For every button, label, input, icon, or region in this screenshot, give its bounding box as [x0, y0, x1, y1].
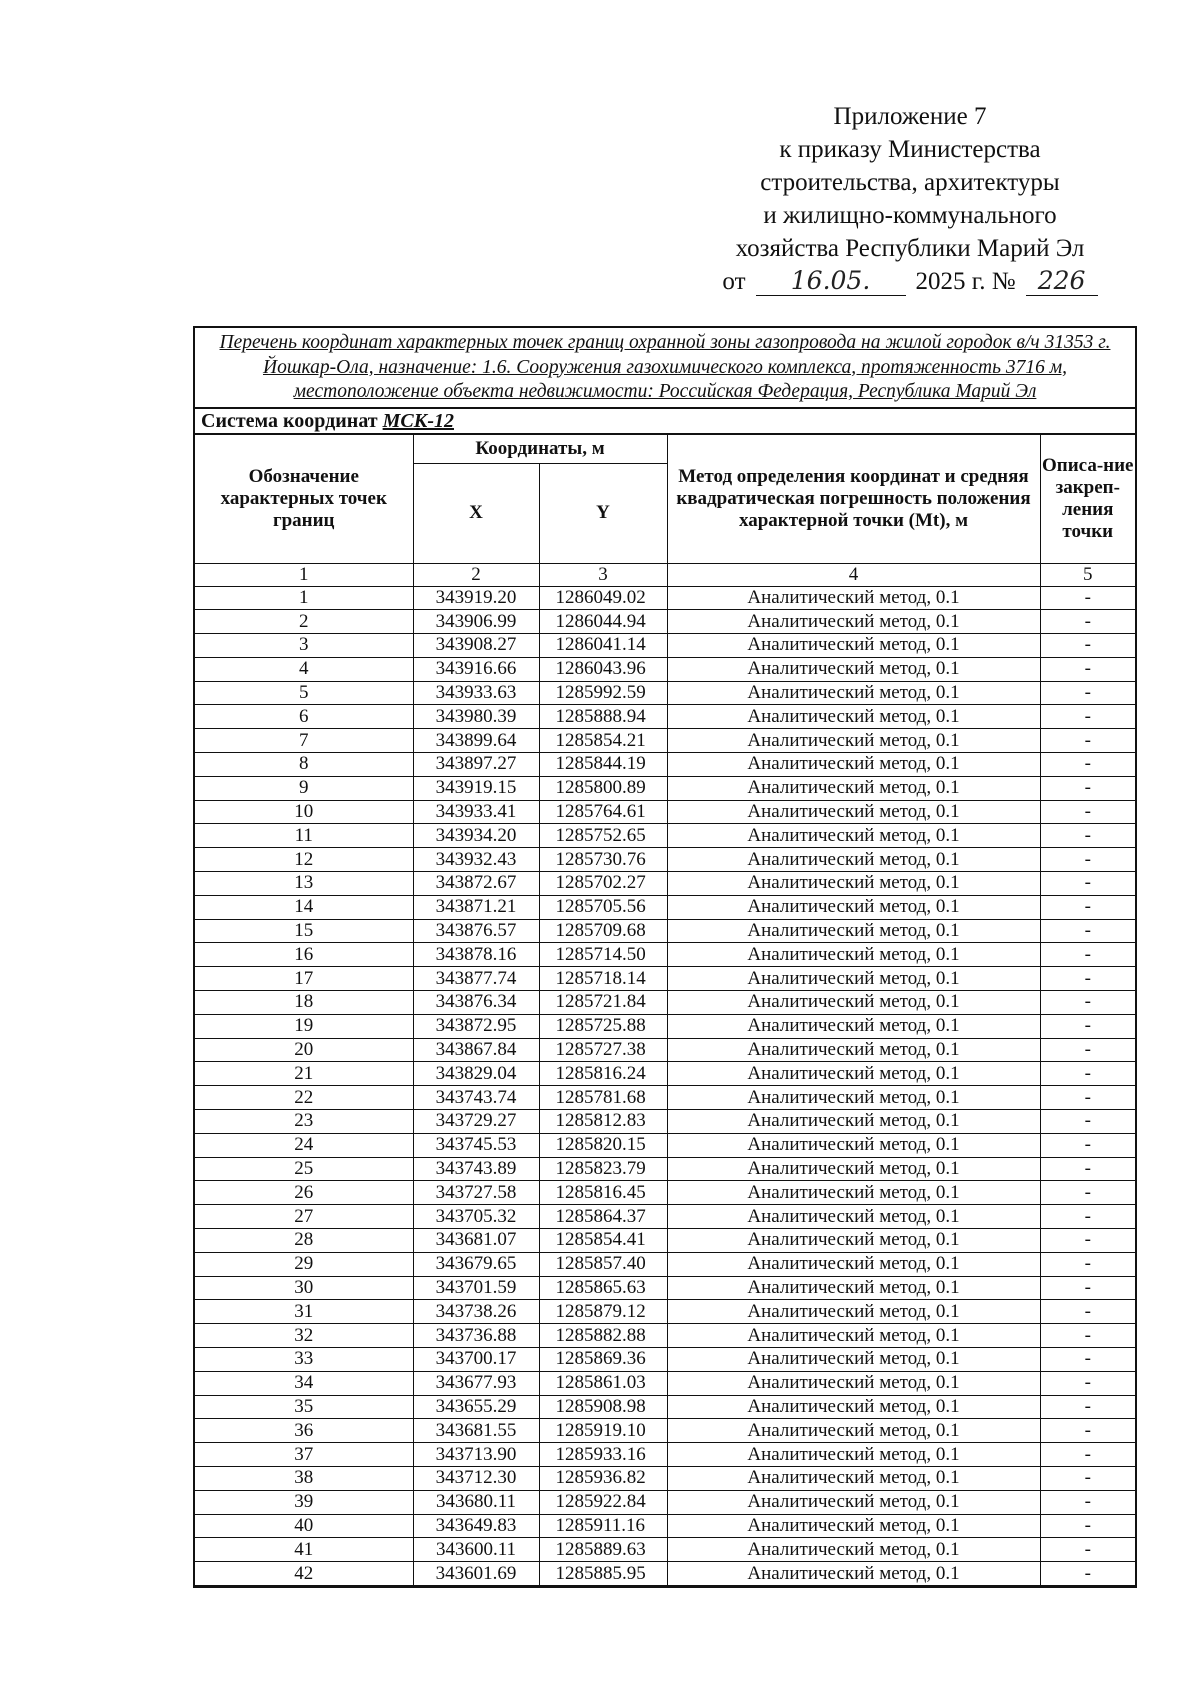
col-y-header: Y — [539, 463, 667, 563]
cell-fixation: - — [1040, 1181, 1135, 1205]
cell-point-number: 2 — [195, 610, 413, 634]
coordinates-table — [195, 435, 1135, 1586]
cell-y: 1285844.19 — [539, 753, 667, 777]
cell-point-number: 26 — [195, 1181, 413, 1205]
table-row — [195, 1538, 1135, 1562]
cell-method: Аналитический метод, 0.1 — [667, 967, 1040, 991]
cell-point-number: 24 — [195, 1133, 413, 1157]
cell-x: 343916.66 — [413, 657, 539, 681]
col-desc-header: Описа-ние закреп-ления точки — [1040, 435, 1135, 564]
table-row — [195, 1395, 1135, 1419]
cell-y: 1285908.98 — [539, 1395, 667, 1419]
table-row — [195, 634, 1135, 658]
table-row — [195, 776, 1135, 800]
cell-point-number: 7 — [195, 729, 413, 753]
table-row — [195, 1276, 1135, 1300]
table-row — [195, 705, 1135, 729]
cell-method: Аналитический метод, 0.1 — [667, 1419, 1040, 1443]
cell-method: Аналитический метод, 0.1 — [667, 1014, 1040, 1038]
cell-fixation: - — [1040, 586, 1135, 610]
cell-y: 1285752.65 — [539, 824, 667, 848]
column-number: 4 — [667, 563, 1040, 586]
cell-method: Аналитический метод, 0.1 — [667, 776, 1040, 800]
cell-fixation: - — [1040, 1229, 1135, 1253]
cell-fixation: - — [1040, 1252, 1135, 1276]
cell-x: 343867.84 — [413, 1038, 539, 1062]
cell-fixation: - — [1040, 1443, 1135, 1467]
cell-method: Аналитический метод, 0.1 — [667, 1205, 1040, 1229]
cell-method: Аналитический метод, 0.1 — [667, 586, 1040, 610]
coordinate-system-line — [195, 409, 1135, 435]
cell-method: Аналитический метод, 0.1 — [667, 1038, 1040, 1062]
table-row — [195, 657, 1135, 681]
cell-x: 343829.04 — [413, 1062, 539, 1086]
cell-method: Аналитический метод, 0.1 — [667, 729, 1040, 753]
cell-method: Аналитический метод, 0.1 — [667, 1276, 1040, 1300]
cell-point-number: 42 — [195, 1562, 413, 1586]
cell-point-number: 5 — [195, 681, 413, 705]
table-row — [195, 848, 1135, 872]
cell-point-number: 27 — [195, 1205, 413, 1229]
cell-y: 1286044.94 — [539, 610, 667, 634]
table-row — [195, 1133, 1135, 1157]
table-row — [195, 1514, 1135, 1538]
table-row — [195, 1205, 1135, 1229]
cell-point-number: 16 — [195, 943, 413, 967]
cell-method: Аналитический метод, 0.1 — [667, 1395, 1040, 1419]
cell-fixation: - — [1040, 705, 1135, 729]
cell-x: 343899.64 — [413, 729, 539, 753]
coordinate-system-value: МСК-12 — [382, 409, 454, 432]
cell-x: 343679.65 — [413, 1252, 539, 1276]
table-row — [195, 610, 1135, 634]
cell-x: 343681.07 — [413, 1229, 539, 1253]
cell-x: 343701.59 — [413, 1276, 539, 1300]
cell-fixation: - — [1040, 729, 1135, 753]
table-row — [195, 1062, 1135, 1086]
cell-fixation: - — [1040, 967, 1135, 991]
cell-x: 343600.11 — [413, 1538, 539, 1562]
cell-point-number: 8 — [195, 753, 413, 777]
table-row — [195, 872, 1135, 896]
cell-point-number: 18 — [195, 991, 413, 1015]
cell-point-number: 25 — [195, 1157, 413, 1181]
table-row — [195, 729, 1135, 753]
cell-y: 1285919.10 — [539, 1419, 667, 1443]
cell-point-number: 13 — [195, 872, 413, 896]
column-number: 5 — [1040, 563, 1135, 586]
cell-point-number: 14 — [195, 895, 413, 919]
cell-y: 1285865.63 — [539, 1276, 667, 1300]
cell-x: 343713.90 — [413, 1443, 539, 1467]
cell-fixation: - — [1040, 1324, 1135, 1348]
cell-fixation: - — [1040, 1300, 1135, 1324]
cell-point-number: 21 — [195, 1062, 413, 1086]
cell-method: Аналитический метод, 0.1 — [667, 943, 1040, 967]
cell-method: Аналитический метод, 0.1 — [667, 800, 1040, 824]
table-row — [195, 1490, 1135, 1514]
cell-method: Аналитический метод, 0.1 — [667, 1466, 1040, 1490]
cell-y: 1285816.45 — [539, 1181, 667, 1205]
cell-x: 343933.41 — [413, 800, 539, 824]
cell-fixation: - — [1040, 1062, 1135, 1086]
cell-point-number: 30 — [195, 1276, 413, 1300]
cell-fixation: - — [1040, 753, 1135, 777]
cell-point-number: 1 — [195, 586, 413, 610]
cell-fixation: - — [1040, 824, 1135, 848]
cell-point-number: 38 — [195, 1466, 413, 1490]
cell-method: Аналитический метод, 0.1 — [667, 1086, 1040, 1110]
cell-y: 1285730.76 — [539, 848, 667, 872]
col-x-header: X — [413, 463, 539, 563]
column-number-row — [195, 563, 1135, 586]
appendix-line: к приказу Министерства — [779, 136, 1041, 163]
cell-fixation: - — [1040, 1562, 1135, 1586]
cell-point-number: 19 — [195, 1014, 413, 1038]
cell-fixation: - — [1040, 895, 1135, 919]
cell-y: 1285864.37 — [539, 1205, 667, 1229]
table-row — [195, 1252, 1135, 1276]
table-row — [195, 1419, 1135, 1443]
cell-y: 1286049.02 — [539, 586, 667, 610]
cell-point-number: 28 — [195, 1229, 413, 1253]
cell-method: Аналитический метод, 0.1 — [667, 1490, 1040, 1514]
cell-method: Аналитический метод, 0.1 — [667, 1133, 1040, 1157]
table-row — [195, 943, 1135, 967]
cell-point-number: 36 — [195, 1419, 413, 1443]
cell-fixation: - — [1040, 1395, 1135, 1419]
cell-x: 343700.17 — [413, 1348, 539, 1372]
cell-x: 343729.27 — [413, 1110, 539, 1134]
cell-y: 1285702.27 — [539, 872, 667, 896]
cell-y: 1285816.24 — [539, 1062, 667, 1086]
table-row — [195, 681, 1135, 705]
order-number-handwritten: 226 — [1026, 267, 1098, 296]
cell-y: 1285854.21 — [539, 729, 667, 753]
table-row — [195, 895, 1135, 919]
table-row — [195, 1014, 1135, 1038]
cell-fixation: - — [1040, 1514, 1135, 1538]
cell-point-number: 29 — [195, 1252, 413, 1276]
cell-method: Аналитический метод, 0.1 — [667, 634, 1040, 658]
appendix-line: и жилищно-коммунального — [763, 202, 1057, 229]
cell-fixation: - — [1040, 943, 1135, 967]
table-row — [195, 1038, 1135, 1062]
cell-point-number: 4 — [195, 657, 413, 681]
table-row — [195, 800, 1135, 824]
cell-point-number: 9 — [195, 776, 413, 800]
table-row — [195, 1110, 1135, 1134]
column-number: 2 — [413, 563, 539, 586]
cell-fixation: - — [1040, 1157, 1135, 1181]
cell-point-number: 17 — [195, 967, 413, 991]
cell-point-number: 39 — [195, 1490, 413, 1514]
cell-method: Аналитический метод, 0.1 — [667, 991, 1040, 1015]
table-row — [195, 1466, 1135, 1490]
table-row — [195, 1562, 1135, 1586]
cell-y: 1285820.15 — [539, 1133, 667, 1157]
cell-x: 343932.43 — [413, 848, 539, 872]
cell-x: 343919.20 — [413, 586, 539, 610]
cell-method: Аналитический метод, 0.1 — [667, 1324, 1040, 1348]
cell-y: 1285889.63 — [539, 1538, 667, 1562]
cell-fixation: - — [1040, 919, 1135, 943]
cell-y: 1285800.89 — [539, 776, 667, 800]
table-row — [195, 753, 1135, 777]
cell-method: Аналитический метод, 0.1 — [667, 919, 1040, 943]
cell-method: Аналитический метод, 0.1 — [667, 848, 1040, 872]
table-row — [195, 1443, 1135, 1467]
cell-method: Аналитический метод, 0.1 — [667, 824, 1040, 848]
order-date-handwritten: 16.05. — [756, 267, 906, 296]
cell-y: 1285764.61 — [539, 800, 667, 824]
cell-fixation: - — [1040, 1205, 1135, 1229]
cell-method: Аналитический метод, 0.1 — [667, 657, 1040, 681]
cell-method: Аналитический метод, 0.1 — [667, 1300, 1040, 1324]
cell-y: 1285714.50 — [539, 943, 667, 967]
cell-x: 343872.95 — [413, 1014, 539, 1038]
cell-x: 343934.20 — [413, 824, 539, 848]
cell-method: Аналитический метод, 0.1 — [667, 753, 1040, 777]
order-date-line — [690, 265, 1130, 298]
appendix-line: Приложение 7 — [833, 103, 987, 130]
cell-x: 343743.74 — [413, 1086, 539, 1110]
appendix-line: строительства, архитектуры — [760, 169, 1060, 196]
cell-x: 343876.34 — [413, 991, 539, 1015]
cell-fixation: - — [1040, 1038, 1135, 1062]
cell-method: Аналитический метод, 0.1 — [667, 1371, 1040, 1395]
cell-y: 1285911.16 — [539, 1514, 667, 1538]
cell-method: Аналитический метод, 0.1 — [667, 1348, 1040, 1372]
coordinates-table-body — [195, 563, 1135, 1585]
cell-x: 343705.32 — [413, 1205, 539, 1229]
cell-y: 1285869.36 — [539, 1348, 667, 1372]
cell-x: 343871.21 — [413, 895, 539, 919]
cell-point-number: 34 — [195, 1371, 413, 1395]
cell-method: Аналитический метод, 0.1 — [667, 1110, 1040, 1134]
cell-x: 343727.58 — [413, 1181, 539, 1205]
table-row — [195, 824, 1135, 848]
cell-y: 1285922.84 — [539, 1490, 667, 1514]
cell-y: 1285709.68 — [539, 919, 667, 943]
cell-method: Аналитический метод, 0.1 — [667, 1062, 1040, 1086]
cell-method: Аналитический метод, 0.1 — [667, 1181, 1040, 1205]
cell-fixation: - — [1040, 1466, 1135, 1490]
cell-point-number: 15 — [195, 919, 413, 943]
column-number: 1 — [195, 563, 413, 586]
cell-fixation: - — [1040, 848, 1135, 872]
table-row — [195, 919, 1135, 943]
cell-fixation: - — [1040, 1490, 1135, 1514]
cell-point-number: 40 — [195, 1514, 413, 1538]
cell-x: 343897.27 — [413, 753, 539, 777]
cell-point-number: 20 — [195, 1038, 413, 1062]
cell-fixation: - — [1040, 1133, 1135, 1157]
cell-fixation: - — [1040, 1348, 1135, 1372]
table-row — [195, 1229, 1135, 1253]
cell-method: Аналитический метод, 0.1 — [667, 872, 1040, 896]
cell-fixation: - — [1040, 776, 1135, 800]
cell-point-number: 3 — [195, 634, 413, 658]
cell-x: 343919.15 — [413, 776, 539, 800]
cell-method: Аналитический метод, 0.1 — [667, 895, 1040, 919]
cell-y: 1285727.38 — [539, 1038, 667, 1062]
table-row — [195, 1181, 1135, 1205]
cell-fixation: - — [1040, 1014, 1135, 1038]
cell-y: 1285857.40 — [539, 1252, 667, 1276]
cell-y: 1285888.94 — [539, 705, 667, 729]
cell-x: 343655.29 — [413, 1395, 539, 1419]
cell-point-number: 37 — [195, 1443, 413, 1467]
cell-point-number: 10 — [195, 800, 413, 824]
cell-fixation: - — [1040, 1110, 1135, 1134]
col-designation-header: Обозначение характерных точек границ — [195, 435, 413, 564]
cell-y: 1285861.03 — [539, 1371, 667, 1395]
cell-fixation: - — [1040, 657, 1135, 681]
col-coords-header: Координаты, м — [413, 435, 667, 464]
appendix-line: хозяйства Республики Марий Эл — [735, 235, 1085, 262]
cell-y: 1285823.79 — [539, 1157, 667, 1181]
cell-point-number: 12 — [195, 848, 413, 872]
table-row — [195, 1086, 1135, 1110]
cell-y: 1285933.16 — [539, 1443, 667, 1467]
cell-x: 343906.99 — [413, 610, 539, 634]
coordinate-system-label: Система координат — [201, 409, 378, 432]
cell-y: 1286041.14 — [539, 634, 667, 658]
order-year-label: 2025 г. № — [915, 268, 1016, 295]
table-row — [195, 1348, 1135, 1372]
table-row — [195, 1324, 1135, 1348]
cell-method: Аналитический метод, 0.1 — [667, 681, 1040, 705]
cell-x: 343649.83 — [413, 1514, 539, 1538]
cell-x: 343738.26 — [413, 1300, 539, 1324]
cell-fixation: - — [1040, 800, 1135, 824]
cell-y: 1285882.88 — [539, 1324, 667, 1348]
table-row — [195, 967, 1135, 991]
cell-point-number: 31 — [195, 1300, 413, 1324]
cell-x: 343878.16 — [413, 943, 539, 967]
cell-method: Аналитический метод, 0.1 — [667, 1514, 1040, 1538]
appendix-header — [690, 100, 1130, 298]
cell-x: 343908.27 — [413, 634, 539, 658]
cell-x: 343680.11 — [413, 1490, 539, 1514]
cell-x: 343933.63 — [413, 681, 539, 705]
cell-y: 1285854.41 — [539, 1229, 667, 1253]
cell-x: 343876.57 — [413, 919, 539, 943]
cell-y: 1285936.82 — [539, 1466, 667, 1490]
cell-x: 343681.55 — [413, 1419, 539, 1443]
cell-y: 1285781.68 — [539, 1086, 667, 1110]
table-caption: Перечень координат характерных точек границ охранной зоны газопровода на жилой городок в/ч 31353 г. Йошкар-Ола, назначение: 1.6. Сооружения газохимического комплекса, протяженность 3716 м, местоположение объекта недвижимости: Российская Федерация, Республика Марий Эл — [195, 328, 1135, 409]
cell-fixation: - — [1040, 1538, 1135, 1562]
cell-x: 343877.74 — [413, 967, 539, 991]
cell-x: 343712.30 — [413, 1466, 539, 1490]
cell-x: 343745.53 — [413, 1133, 539, 1157]
cell-point-number: 35 — [195, 1395, 413, 1419]
table-row — [195, 991, 1135, 1015]
cell-method: Аналитический метод, 0.1 — [667, 1229, 1040, 1253]
cell-fixation: - — [1040, 1371, 1135, 1395]
cell-y: 1285879.12 — [539, 1300, 667, 1324]
cell-point-number: 6 — [195, 705, 413, 729]
cell-fixation: - — [1040, 1419, 1135, 1443]
cell-fixation: - — [1040, 634, 1135, 658]
cell-method: Аналитический метод, 0.1 — [667, 1562, 1040, 1586]
table-row — [195, 586, 1135, 610]
cell-y: 1285992.59 — [539, 681, 667, 705]
cell-y: 1285885.95 — [539, 1562, 667, 1586]
cell-y: 1285812.83 — [539, 1110, 667, 1134]
cell-fixation: - — [1040, 681, 1135, 705]
cell-point-number: 41 — [195, 1538, 413, 1562]
cell-fixation: - — [1040, 872, 1135, 896]
cell-fixation: - — [1040, 1276, 1135, 1300]
cell-fixation: - — [1040, 1086, 1135, 1110]
cell-y: 1285705.56 — [539, 895, 667, 919]
cell-point-number: 32 — [195, 1324, 413, 1348]
cell-point-number: 11 — [195, 824, 413, 848]
cell-point-number: 23 — [195, 1110, 413, 1134]
cell-x: 343736.88 — [413, 1324, 539, 1348]
cell-y: 1285718.14 — [539, 967, 667, 991]
cell-method: Аналитический метод, 0.1 — [667, 1157, 1040, 1181]
table-row — [195, 1300, 1135, 1324]
cell-y: 1285721.84 — [539, 991, 667, 1015]
coordinates-document — [193, 326, 1137, 1588]
cell-method: Аналитический метод, 0.1 — [667, 705, 1040, 729]
cell-method: Аналитический метод, 0.1 — [667, 610, 1040, 634]
table-row — [195, 1371, 1135, 1395]
column-number: 3 — [539, 563, 667, 586]
cell-point-number: 22 — [195, 1086, 413, 1110]
col-method-header: Метод определения координат и средняя квадратическая погрешность положения характерной точки (Mt), м — [667, 435, 1040, 564]
cell-x: 343980.39 — [413, 705, 539, 729]
date-prefix: от — [722, 268, 746, 295]
cell-y: 1285725.88 — [539, 1014, 667, 1038]
cell-method: Аналитический метод, 0.1 — [667, 1252, 1040, 1276]
cell-fixation: - — [1040, 991, 1135, 1015]
cell-x: 343601.69 — [413, 1562, 539, 1586]
cell-y: 1286043.96 — [539, 657, 667, 681]
table-row — [195, 1157, 1135, 1181]
cell-fixation: - — [1040, 610, 1135, 634]
cell-x: 343872.67 — [413, 872, 539, 896]
cell-method: Аналитический метод, 0.1 — [667, 1443, 1040, 1467]
cell-method: Аналитический метод, 0.1 — [667, 1538, 1040, 1562]
cell-x: 343743.89 — [413, 1157, 539, 1181]
cell-point-number: 33 — [195, 1348, 413, 1372]
cell-x: 343677.93 — [413, 1371, 539, 1395]
